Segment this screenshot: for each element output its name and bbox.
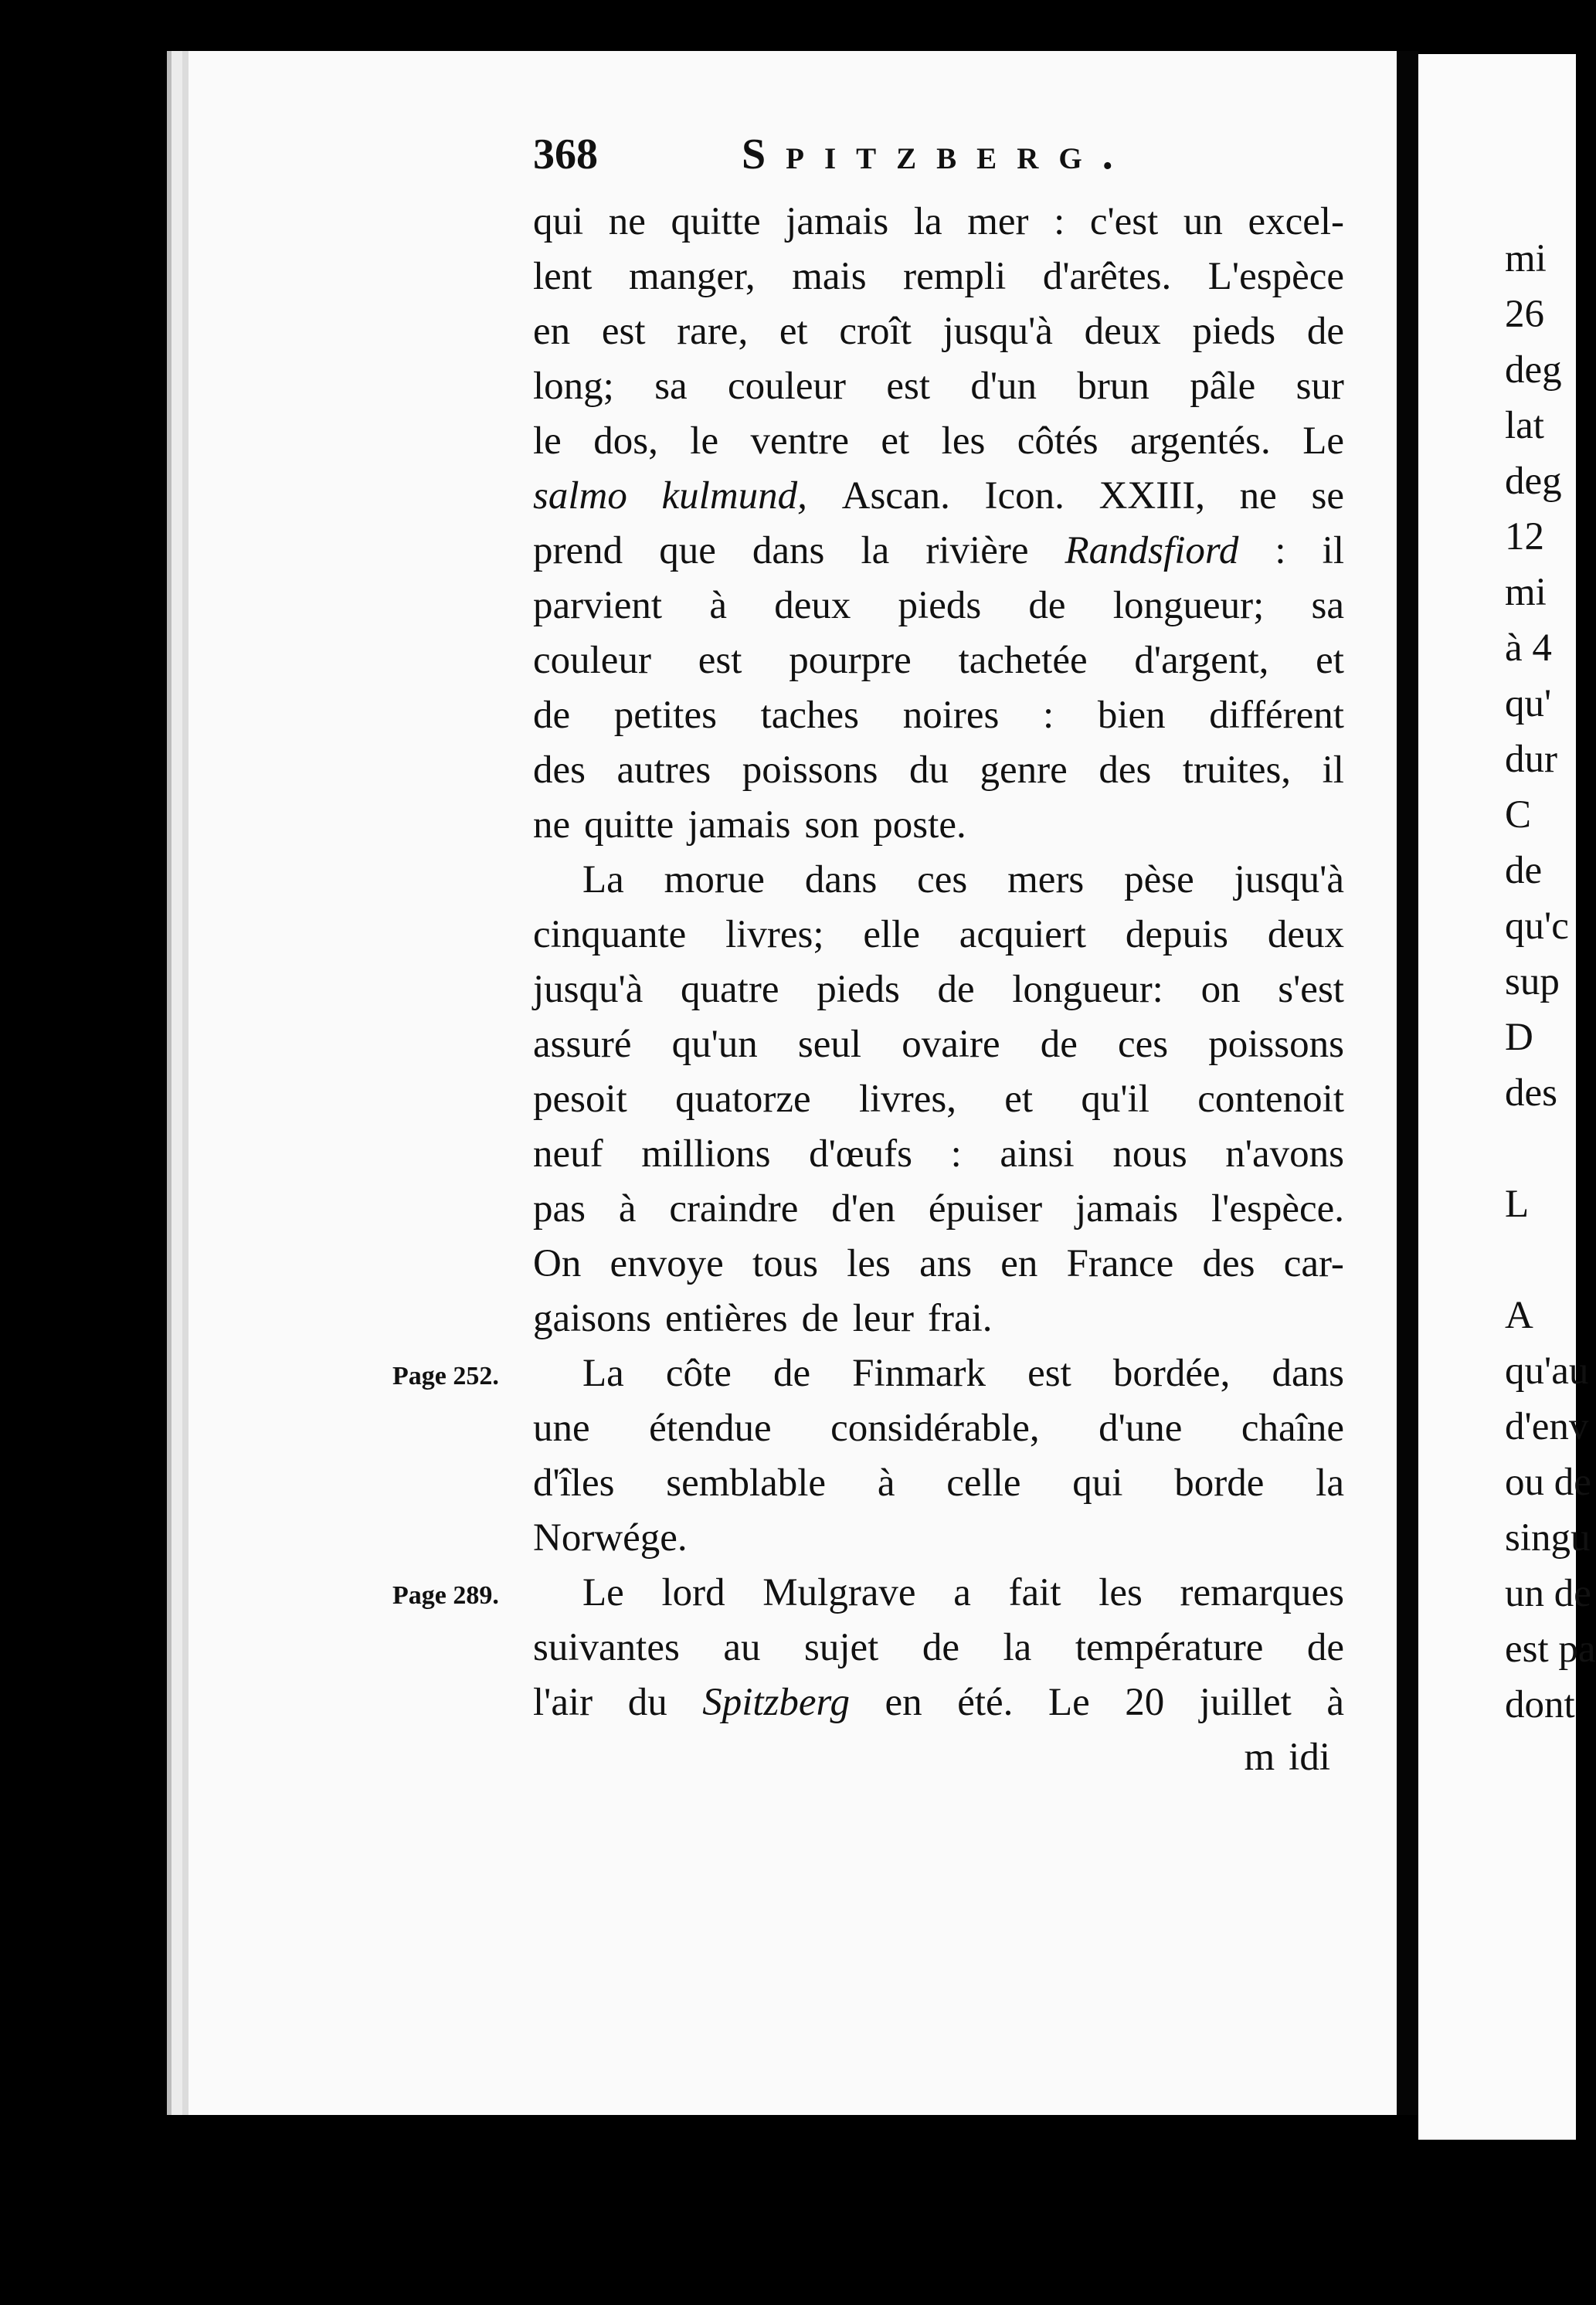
text-line <box>533 250 1344 304</box>
word: sur <box>1295 365 1344 408</box>
word: rivière <box>925 529 1029 572</box>
text-line <box>533 195 1344 250</box>
text-line <box>533 1621 1344 1675</box>
word: d'îles <box>533 1461 615 1505</box>
word: Mulgrave <box>762 1571 916 1614</box>
word: la <box>1003 1626 1032 1669</box>
word: est <box>601 310 646 353</box>
word: la <box>1316 1461 1344 1505</box>
text-line <box>533 524 1344 579</box>
text-line <box>533 414 1344 469</box>
word: dans <box>804 858 878 901</box>
book-gutter <box>1397 51 1418 2137</box>
word: au <box>723 1626 761 1669</box>
word: Ascan. <box>841 474 950 518</box>
word: température <box>1075 1626 1264 1669</box>
word: La <box>582 1352 624 1395</box>
text-line <box>533 359 1344 414</box>
right-page-fragment: sup <box>1505 960 1560 1003</box>
text-line <box>533 1730 1344 1785</box>
text-line <box>533 1566 1344 1621</box>
word: côtés <box>1017 419 1099 463</box>
text-line <box>533 1346 1344 1401</box>
word: long; <box>533 365 614 408</box>
right-page-fragment: C <box>1505 793 1532 837</box>
word: c'est <box>1089 200 1159 243</box>
word: d'argent, <box>1134 639 1269 682</box>
right-page-fragment: D <box>1505 1016 1533 1059</box>
word: XXIII, <box>1099 474 1205 518</box>
word: épuiser <box>928 1187 1043 1231</box>
text-line <box>533 1401 1344 1456</box>
word: poste. <box>873 803 966 847</box>
word: La <box>582 858 624 901</box>
word: ainsi <box>1000 1132 1075 1176</box>
word: différent <box>1209 694 1344 737</box>
word: Finmark <box>852 1352 986 1395</box>
word: ne <box>533 803 571 847</box>
word: une <box>533 1407 590 1450</box>
right-page-fragment: deg <box>1505 460 1562 503</box>
text-line <box>533 743 1344 798</box>
word: qui <box>1072 1461 1123 1505</box>
word: est <box>886 365 930 408</box>
margin-note: Page 289. <box>392 1581 499 1610</box>
right-page-fragment: un de <box>1505 1572 1591 1615</box>
word: idi <box>1289 1736 1330 1779</box>
word: les <box>941 419 986 463</box>
word: n'avons <box>1225 1132 1344 1176</box>
right-page-fragment: 26 <box>1505 293 1544 336</box>
word: m <box>1244 1736 1275 1779</box>
word: de <box>801 1297 839 1340</box>
word: contenoit <box>1197 1078 1344 1121</box>
word: fait <box>1008 1571 1061 1614</box>
word: : <box>950 1132 962 1176</box>
word: d'un <box>970 365 1037 408</box>
word: de <box>1040 1023 1078 1066</box>
right-page-fragment: dur <box>1505 738 1557 781</box>
word: jusqu'à <box>942 310 1053 353</box>
word: des <box>1099 749 1152 792</box>
word: d'œufs <box>809 1132 912 1176</box>
word: leur <box>852 1297 915 1340</box>
word: qui <box>533 200 584 243</box>
word: et <box>1316 639 1344 682</box>
word: quitte <box>584 803 674 847</box>
word: suivantes <box>533 1626 680 1669</box>
word: de <box>937 968 975 1011</box>
word: rare, <box>677 310 749 353</box>
word: nous <box>1112 1132 1187 1176</box>
word: deux <box>774 584 851 627</box>
word: dans <box>752 529 825 572</box>
right-page-fragment: est pa <box>1505 1628 1596 1671</box>
text-line <box>533 1017 1344 1072</box>
word: a <box>953 1571 971 1614</box>
word: acquiert <box>959 913 1087 956</box>
word: les <box>1099 1571 1143 1614</box>
word: ces <box>917 858 968 901</box>
word: d'une <box>1099 1407 1183 1450</box>
word: bien <box>1097 694 1166 737</box>
right-page-fragment: 12 <box>1505 515 1544 558</box>
word: son <box>804 803 860 847</box>
word: depuis <box>1125 913 1228 956</box>
word: jamais <box>786 200 889 243</box>
word: gaisons <box>533 1297 651 1340</box>
right-page-fragment: d'env <box>1505 1405 1589 1448</box>
right-page-fragment: dont <box>1505 1683 1575 1726</box>
word: L'espèce <box>1207 255 1344 298</box>
text-line <box>533 1237 1344 1292</box>
word: dans <box>1272 1352 1344 1395</box>
word: remarques <box>1180 1571 1344 1614</box>
running-title: Spitzberg. <box>742 131 1133 178</box>
word: taches <box>760 694 860 737</box>
word: tous <box>752 1242 819 1285</box>
word: salmo <box>533 474 627 518</box>
word: mers <box>1007 858 1085 901</box>
word: un <box>1183 200 1223 243</box>
word: et <box>779 310 808 353</box>
word: seul <box>797 1023 862 1066</box>
word: On <box>533 1242 582 1285</box>
word: ces <box>1118 1023 1169 1066</box>
word: pâle <box>1190 365 1256 408</box>
word: sa <box>1311 584 1344 627</box>
word: de <box>773 1352 811 1395</box>
right-page-fragment: qu'c <box>1505 905 1569 948</box>
word: couleur <box>533 639 651 682</box>
word: celle <box>946 1461 1021 1505</box>
word: étendue <box>649 1407 772 1450</box>
word: la <box>861 529 890 572</box>
word: frai. <box>928 1297 993 1340</box>
word: du <box>909 749 949 792</box>
word: millions <box>641 1132 771 1176</box>
word: ovaire <box>902 1023 1000 1066</box>
word: et <box>1004 1078 1034 1121</box>
word: les <box>847 1242 891 1285</box>
word: kulmund, <box>661 474 807 518</box>
right-page-fragment: mi <box>1505 571 1547 614</box>
word: de <box>533 694 571 737</box>
word: été. <box>957 1681 1014 1724</box>
word: que <box>659 529 716 572</box>
word: Le <box>582 1571 624 1614</box>
word: mais <box>792 255 867 298</box>
word: à <box>1326 1681 1344 1724</box>
word: noires <box>902 694 1000 737</box>
word: chaîne <box>1241 1407 1344 1450</box>
word: pèse <box>1124 858 1194 901</box>
word: ne <box>1239 474 1277 518</box>
word: France <box>1066 1242 1174 1285</box>
word: lord <box>661 1571 725 1614</box>
word: livres, <box>858 1078 957 1121</box>
word: deux <box>1084 310 1161 353</box>
word: quatorze <box>675 1078 811 1121</box>
word: borde <box>1174 1461 1265 1505</box>
word: à <box>709 584 727 627</box>
word: brun <box>1077 365 1149 408</box>
word: lent <box>533 255 593 298</box>
right-page-fragment: qu' <box>1505 682 1552 725</box>
word: en <box>533 310 571 353</box>
word: jamais <box>1075 1187 1179 1231</box>
word: ne <box>608 200 646 243</box>
word: longueur: <box>1012 968 1163 1011</box>
word: excel- <box>1248 200 1344 243</box>
word: on <box>1200 968 1241 1011</box>
word: poissons <box>1208 1023 1344 1066</box>
word: des <box>533 749 586 792</box>
word: longueur; <box>1112 584 1265 627</box>
text-line <box>533 1675 1344 1730</box>
word: manger, <box>629 255 756 298</box>
right-page-fragment: de <box>1505 849 1543 892</box>
word: l'air <box>533 1681 593 1724</box>
word: autres <box>616 749 711 792</box>
word: pieds <box>1192 310 1276 353</box>
word: de <box>1028 584 1066 627</box>
word: pesoit <box>533 1078 627 1121</box>
margin-note: Page 252. <box>392 1362 499 1390</box>
word: elle <box>863 913 920 956</box>
word: sujet <box>803 1626 879 1669</box>
right-page-fragment: A <box>1505 1294 1533 1337</box>
word: 20 <box>1125 1681 1165 1724</box>
word: bordée, <box>1112 1352 1231 1395</box>
word: à <box>877 1461 895 1505</box>
word: pieds <box>898 584 982 627</box>
word: de <box>922 1626 959 1669</box>
word: tachetée <box>958 639 1088 682</box>
text-line <box>533 1511 1344 1566</box>
word: dos, <box>593 419 658 463</box>
text-line <box>533 908 1344 962</box>
page-header <box>533 130 1344 184</box>
right-page-fragment: lat <box>1505 404 1544 447</box>
text-line <box>533 579 1344 633</box>
word: des <box>1202 1242 1255 1285</box>
right-page-fragment: mi <box>1505 237 1547 280</box>
right-page-fragment: singu <box>1505 1516 1591 1560</box>
word: la <box>913 200 942 243</box>
word: Icon. <box>984 474 1065 518</box>
word: du <box>627 1681 667 1724</box>
right-page-fragment: qu'au <box>1505 1349 1589 1393</box>
scan-bottom-border <box>0 2115 1418 2305</box>
right-page-fragment: L <box>1505 1183 1530 1226</box>
word: le <box>690 419 719 463</box>
word: argentés. <box>1130 419 1271 463</box>
word: : <box>1275 529 1286 572</box>
word: est <box>698 639 742 682</box>
text-line <box>533 1182 1344 1237</box>
word: : <box>1042 694 1054 737</box>
word: envoye <box>610 1242 724 1285</box>
text-line <box>533 469 1344 524</box>
word: Randsfiord <box>1065 529 1239 572</box>
word: juillet <box>1199 1681 1292 1724</box>
page-number: 368 <box>533 131 598 178</box>
word: morue <box>664 858 765 901</box>
text-line <box>533 304 1344 359</box>
word: en <box>1000 1242 1038 1285</box>
body-text <box>533 195 1344 1785</box>
word: le <box>533 419 562 463</box>
word: ans <box>919 1242 973 1285</box>
scan-top-border <box>0 0 1576 54</box>
word: considérable, <box>830 1407 1040 1450</box>
word: Le <box>1048 1681 1090 1724</box>
word: quatre <box>681 968 779 1011</box>
word: genre <box>980 749 1068 792</box>
word: prend <box>533 529 623 572</box>
word: deux <box>1267 913 1344 956</box>
text-line <box>533 798 1344 853</box>
word: en <box>885 1681 922 1724</box>
word: entières <box>665 1297 788 1340</box>
word: parvient <box>533 584 663 627</box>
word: jamais <box>688 803 791 847</box>
word: il <box>1322 529 1344 572</box>
word: il <box>1322 749 1344 792</box>
word: pourpre <box>789 639 912 682</box>
word: Spitzberg <box>702 1681 850 1724</box>
word: couleur <box>728 365 846 408</box>
text-line <box>533 853 1344 908</box>
word: jusqu'à <box>1234 858 1344 901</box>
word: de <box>1306 1626 1344 1669</box>
word: pas <box>533 1187 586 1231</box>
text-line <box>533 633 1344 688</box>
word: côte <box>665 1352 732 1395</box>
word: ventre <box>750 419 849 463</box>
word: semblable <box>666 1461 827 1505</box>
text-line <box>533 1127 1344 1182</box>
word: petites <box>613 694 717 737</box>
word: car- <box>1283 1242 1344 1285</box>
word: : <box>1054 200 1065 243</box>
text-line <box>533 1292 1344 1346</box>
word: de <box>1306 310 1344 353</box>
word: sa <box>654 365 688 408</box>
word: et <box>881 419 910 463</box>
word: pieds <box>817 968 900 1011</box>
word: rempli <box>903 255 1007 298</box>
word: qu'il <box>1081 1078 1149 1121</box>
word: quitte <box>671 200 761 243</box>
word: neuf <box>533 1132 603 1176</box>
word: croît <box>839 310 912 353</box>
word: d'en <box>831 1187 896 1231</box>
right-page-fragment: ou de <box>1505 1461 1591 1504</box>
word: mer <box>967 200 1029 243</box>
word: truites, <box>1182 749 1292 792</box>
word: cinquante <box>533 913 687 956</box>
right-page-fragment: à 4 <box>1505 626 1552 670</box>
word: jusqu'à <box>533 968 643 1011</box>
word: assuré <box>533 1023 632 1066</box>
word: se <box>1311 474 1344 518</box>
word: l'espèce. <box>1211 1187 1344 1231</box>
word: d'arêtes. <box>1042 255 1172 298</box>
word: s'est <box>1278 968 1344 1011</box>
text-line <box>533 1072 1344 1127</box>
text-line <box>533 962 1344 1017</box>
text-line <box>533 688 1344 743</box>
word: à <box>618 1187 637 1231</box>
word: poissons <box>742 749 878 792</box>
word: livres; <box>725 913 824 956</box>
right-page-fragment: deg <box>1505 348 1562 392</box>
word: Le <box>1302 419 1344 463</box>
word: est <box>1027 1352 1071 1395</box>
word: craindre <box>669 1187 799 1231</box>
right-page-fragment: des <box>1505 1071 1557 1115</box>
word: qu'un <box>671 1023 758 1066</box>
text-line <box>533 1456 1344 1511</box>
word: Norwége. <box>533 1516 688 1560</box>
